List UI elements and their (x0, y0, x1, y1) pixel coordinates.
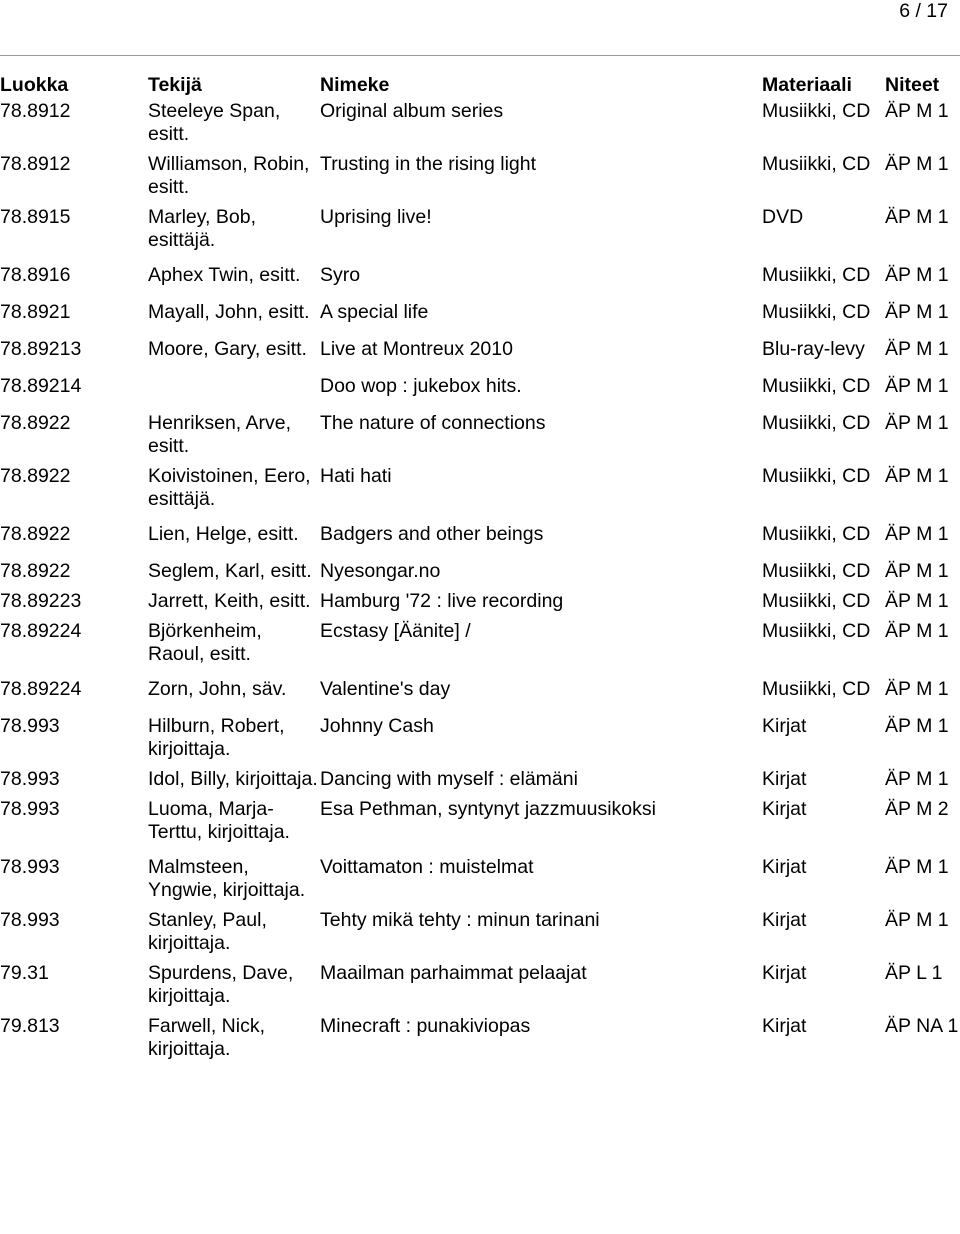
table-row (0, 301, 960, 338)
cell-luokka: 78.89213 (0, 338, 82, 360)
cell-niteet: ÄP M 1 (885, 465, 949, 487)
cell-materiaali: Kirjat (762, 1015, 807, 1037)
cell-nimeke: Valentine's day (320, 678, 451, 700)
cell-materiaali: Musiikki, CD (762, 560, 871, 582)
cell-tekija: Marley, Bob, esittäjä. (148, 206, 257, 251)
cell-niteet: ÄP M 1 (885, 206, 949, 228)
cell-tekija: Moore, Gary, esitt. (148, 338, 307, 360)
cell-luokka: 78.993 (0, 798, 60, 820)
table-row (0, 798, 960, 856)
cell-niteet: ÄP M 1 (885, 100, 949, 122)
column-header-materiaali: Materiaali (762, 74, 852, 96)
cell-luokka: 78.89223 (0, 590, 82, 612)
cell-luokka: 78.8921 (0, 301, 71, 323)
cell-nimeke: Hati hati (320, 465, 392, 487)
cell-niteet: ÄP M 2 (885, 798, 949, 820)
cell-nimeke: Doo wop : jukebox hits. (320, 375, 522, 397)
table-row (0, 560, 960, 590)
cell-niteet: ÄP M 1 (885, 768, 949, 790)
cell-luokka: 78.89224 (0, 678, 82, 700)
catalog-body (0, 100, 960, 1068)
table-row (0, 153, 960, 206)
cell-nimeke: Uprising live! (320, 206, 432, 228)
cell-nimeke: Trusting in the rising light (320, 153, 537, 175)
cell-niteet: ÄP M 1 (885, 375, 949, 397)
cell-niteet: ÄP M 1 (885, 153, 949, 175)
cell-tekija: Spurdens, Dave, kirjoittaja. (148, 962, 294, 1007)
cell-luokka: 78.993 (0, 715, 60, 737)
table-row (0, 264, 960, 301)
cell-luokka: 79.31 (0, 962, 49, 984)
cell-materiaali: Musiikki, CD (762, 678, 871, 700)
table-row (0, 590, 960, 620)
cell-nimeke: Badgers and other beings (320, 523, 544, 545)
cell-materiaali: Musiikki, CD (762, 375, 871, 397)
cell-tekija: Henriksen, Arve, esitt. (148, 412, 292, 457)
table-header-row (0, 74, 960, 100)
cell-materiaali: Musiikki, CD (762, 301, 871, 323)
cell-materiaali: Musiikki, CD (762, 590, 871, 612)
cell-luokka: 78.8922 (0, 523, 71, 545)
cell-tekija: Malmsteen, Yngwie, kirjoittaja. (148, 856, 306, 901)
cell-niteet: ÄP M 1 (885, 338, 949, 360)
cell-nimeke: Esa Pethman, syntynyt jazzmuusikoksi (320, 798, 656, 820)
table-row (0, 962, 960, 1015)
cell-nimeke: Nyesongar.no (320, 560, 441, 582)
column-header-nimeke: Nimeke (320, 74, 390, 96)
cell-tekija: Farwell, Nick, kirjoittaja. (148, 1015, 266, 1060)
cell-materiaali: Musiikki, CD (762, 153, 871, 175)
cell-nimeke: The nature of connections (320, 412, 546, 434)
cell-materiaali: Kirjat (762, 768, 807, 790)
cell-tekija: Zorn, John, säv. (148, 678, 287, 700)
cell-nimeke: Ecstasy [Äänite] / (320, 620, 471, 642)
cell-tekija: Seglem, Karl, esitt. (148, 560, 312, 582)
cell-luokka: 78.993 (0, 768, 60, 790)
cell-materiaali: Blu-ray-levy (762, 338, 865, 360)
table-row (0, 678, 960, 715)
cell-niteet: ÄP NA 1 (885, 1015, 959, 1037)
cell-nimeke: Live at Montreux 2010 (320, 338, 513, 360)
header-divider (0, 55, 960, 56)
cell-niteet: ÄP M 1 (885, 560, 949, 582)
cell-niteet: ÄP M 1 (885, 412, 949, 434)
cell-luokka: 78.8915 (0, 206, 71, 228)
cell-niteet: ÄP M 1 (885, 909, 949, 931)
cell-luokka: 78.8912 (0, 100, 71, 122)
table-row (0, 856, 960, 909)
cell-luokka: 78.8912 (0, 153, 71, 175)
cell-materiaali: DVD (762, 206, 804, 228)
cell-luokka: 78.993 (0, 856, 60, 878)
cell-luokka: 79.813 (0, 1015, 60, 1037)
cell-niteet: ÄP L 1 (885, 962, 943, 984)
cell-niteet: ÄP M 1 (885, 678, 949, 700)
cell-niteet: ÄP M 1 (885, 715, 949, 737)
cell-tekija: Luoma, Marja-Terttu, kirjoittaja. (148, 798, 290, 843)
table-row (0, 1015, 960, 1068)
cell-luokka: 78.89224 (0, 620, 82, 642)
table-row (0, 100, 960, 153)
cell-niteet: ÄP M 1 (885, 856, 949, 878)
cell-materiaali: Kirjat (762, 909, 807, 931)
table-row (0, 465, 960, 523)
cell-materiaali: Kirjat (762, 798, 807, 820)
cell-tekija: Stanley, Paul, kirjoittaja. (148, 909, 267, 954)
cell-nimeke: Hamburg '72 : live recording (320, 590, 564, 612)
cell-nimeke: A special life (320, 301, 429, 323)
cell-niteet: ÄP M 1 (885, 523, 949, 545)
cell-tekija (148, 375, 320, 412)
cell-niteet: ÄP M 1 (885, 264, 949, 286)
cell-materiaali: Musiikki, CD (762, 412, 871, 434)
table-row (0, 375, 960, 412)
cell-nimeke: Tehty mikä tehty : minun tarinani (320, 909, 600, 931)
page-number: 6 / 17 (899, 0, 948, 22)
cell-tekija: Idol, Billy, kirjoittaja. (148, 768, 318, 790)
cell-nimeke: Syro (320, 264, 361, 286)
cell-tekija: Mayall, John, esitt. (148, 301, 310, 323)
cell-luokka: 78.8922 (0, 412, 71, 434)
cell-tekija: Koivistoinen, Eero, esittäjä. (148, 465, 311, 510)
cell-materiaali: Kirjat (762, 715, 807, 737)
table-row (0, 206, 960, 264)
cell-tekija: Björkenheim, Raoul, esitt. (148, 620, 262, 665)
column-header-niteet: Niteet (885, 74, 940, 96)
cell-materiaali: Musiikki, CD (762, 620, 871, 642)
cell-luokka: 78.8922 (0, 560, 71, 582)
cell-tekija: Lien, Helge, esitt. (148, 523, 299, 545)
cell-materiaali: Kirjat (762, 962, 807, 984)
cell-materiaali: Musiikki, CD (762, 523, 871, 545)
table-row (0, 523, 960, 560)
cell-niteet: ÄP M 1 (885, 301, 949, 323)
cell-materiaali: Musiikki, CD (762, 264, 871, 286)
cell-nimeke: Voittamaton : muistelmat (320, 856, 534, 878)
table-row (0, 338, 960, 375)
cell-tekija: Steeleye Span, esitt. (148, 100, 281, 145)
table-row (0, 715, 960, 768)
cell-materiaali: Kirjat (762, 856, 807, 878)
cell-tekija: Aphex Twin, esitt. (148, 264, 301, 286)
cell-luokka: 78.8916 (0, 264, 71, 286)
catalog-table (0, 74, 960, 1068)
cell-nimeke: Johnny Cash (320, 715, 434, 737)
cell-tekija: Hilburn, Robert, kirjoittaja. (148, 715, 285, 760)
cell-niteet: ÄP M 1 (885, 620, 949, 642)
table-row (0, 768, 960, 798)
cell-nimeke: Original album series (320, 100, 504, 122)
table-row (0, 909, 960, 962)
cell-luokka: 78.89214 (0, 375, 82, 397)
cell-niteet: ÄP M 1 (885, 590, 949, 612)
cell-nimeke: Dancing with myself : elämäni (320, 768, 578, 790)
cell-tekija: Jarrett, Keith, esitt. (148, 590, 311, 612)
column-header-tekija: Tekijä (148, 74, 202, 96)
cell-luokka: 78.8922 (0, 465, 71, 487)
cell-materiaali: Musiikki, CD (762, 465, 871, 487)
cell-materiaali: Musiikki, CD (762, 100, 871, 122)
cell-tekija: Williamson, Robin, esitt. (148, 153, 310, 198)
table-row (0, 620, 960, 678)
cell-luokka: 78.993 (0, 909, 60, 931)
cell-nimeke: Minecraft : punakiviopas (320, 1015, 531, 1037)
cell-nimeke: Maailman parhaimmat pelaajat (320, 962, 587, 984)
table-row (0, 412, 960, 465)
column-header-luokka: Luokka (0, 74, 69, 96)
